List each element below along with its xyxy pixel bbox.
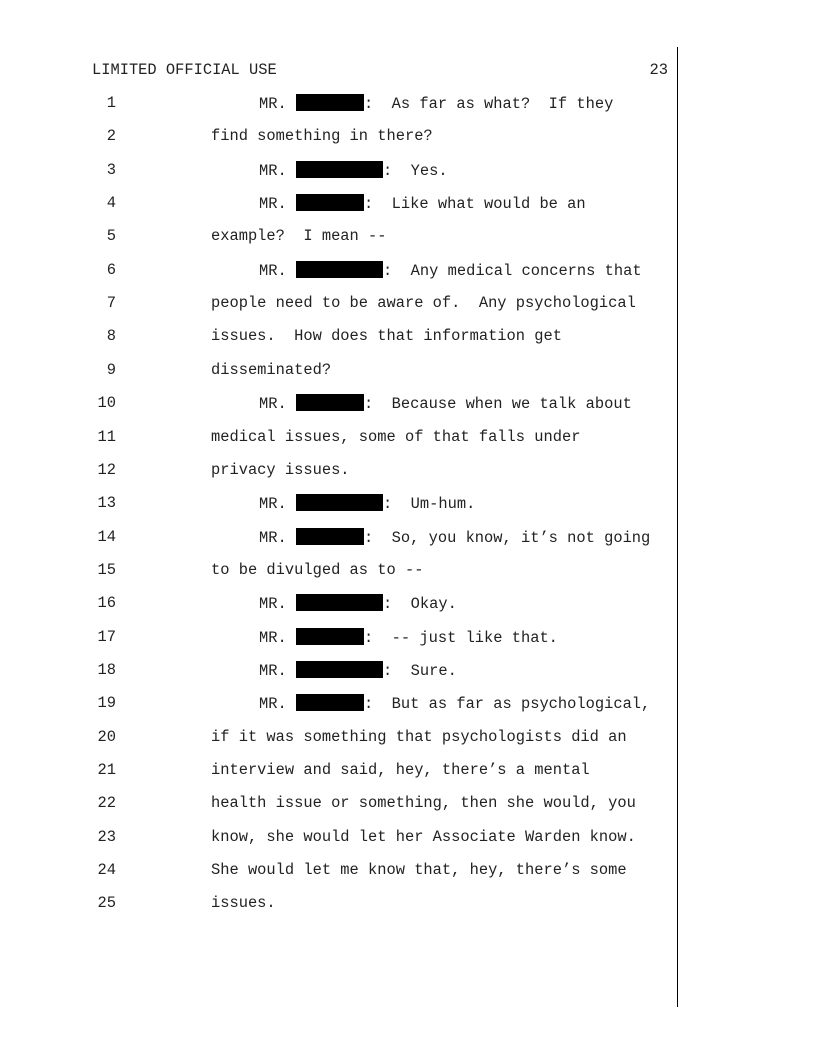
spoken-text: : So, you know, it’s not going xyxy=(363,528,651,547)
spoken-text: : As far as what? If they xyxy=(363,95,614,113)
line-number: 20 xyxy=(97,727,116,746)
redacted-name-block xyxy=(296,494,383,511)
transcript-line xyxy=(0,661,676,685)
spoken-text: : But as far as psychological, xyxy=(363,695,651,714)
transcript-line xyxy=(0,327,676,351)
transcript-line xyxy=(0,694,676,718)
line-text xyxy=(259,694,650,713)
line-text xyxy=(259,261,642,280)
line-number: 21 xyxy=(97,761,116,779)
line-number: 16 xyxy=(97,594,116,613)
line-text xyxy=(259,528,650,547)
line-text xyxy=(259,161,448,180)
line-text: medical issues, some of that falls under xyxy=(211,427,581,446)
redacted-name-block xyxy=(296,694,364,711)
transcript-line xyxy=(0,594,676,618)
line-text: issues. xyxy=(211,894,276,913)
transcript-line xyxy=(0,494,676,518)
line-text: know, she would let her Associate Warden know. xyxy=(211,827,636,846)
transcript-line xyxy=(0,828,676,852)
speaker-title: MR. xyxy=(259,528,287,547)
spoken-text: : Because when we talk about xyxy=(363,395,632,414)
line-number: 25 xyxy=(97,894,116,913)
speaker-title: MR. xyxy=(259,495,287,514)
line-number: 3 xyxy=(106,160,116,179)
line-number: 23 xyxy=(97,827,116,846)
transcript-line xyxy=(0,294,676,318)
line-number: 14 xyxy=(97,527,116,546)
transcript-line xyxy=(0,861,676,885)
line-number: 1 xyxy=(106,94,116,112)
speaker-title: MR. xyxy=(259,161,287,180)
line-number: 24 xyxy=(97,861,116,880)
speaker-title: MR. xyxy=(259,395,287,414)
spoken-text: : Like what would be an xyxy=(363,195,586,214)
line-number: 12 xyxy=(97,460,116,479)
line-text xyxy=(259,194,586,213)
transcript-line xyxy=(0,394,676,418)
redacted-name-block xyxy=(296,661,383,678)
line-text xyxy=(259,628,558,647)
line-text: interview and said, hey, there’s a mental xyxy=(211,761,590,779)
line-text xyxy=(259,94,613,113)
line-number: 4 xyxy=(106,194,116,213)
redacted-name-block xyxy=(296,94,364,111)
transcript-line xyxy=(0,728,676,752)
transcript-line xyxy=(0,561,676,585)
line-number: 8 xyxy=(106,327,116,346)
transcript-line xyxy=(0,94,676,118)
redacted-name-block xyxy=(296,194,364,211)
line-number: 18 xyxy=(97,660,116,679)
spoken-text: : Um-hum. xyxy=(382,495,476,514)
spoken-text: : Okay. xyxy=(382,595,457,614)
line-number: 5 xyxy=(106,227,116,246)
spoken-text: : Yes. xyxy=(382,161,448,180)
redacted-name-block xyxy=(296,394,364,411)
transcript-line xyxy=(0,794,676,818)
line-number: 10 xyxy=(97,394,116,413)
right-margin-rule xyxy=(677,47,678,1007)
line-number: 17 xyxy=(97,627,116,646)
line-number: 7 xyxy=(106,294,116,313)
transcript-line xyxy=(0,461,676,485)
transcript-line xyxy=(0,528,676,552)
transcript-line xyxy=(0,194,676,218)
line-number: 11 xyxy=(97,427,116,446)
line-text: health issue or something, then she would, you xyxy=(211,794,636,813)
speaker-title: MR. xyxy=(259,195,287,214)
transcript-line xyxy=(0,628,676,652)
speaker-title: MR. xyxy=(259,695,287,714)
redacted-name-block xyxy=(296,261,383,278)
line-number: 9 xyxy=(106,360,116,379)
line-text: privacy issues. xyxy=(211,460,350,479)
line-number: 13 xyxy=(97,494,116,513)
line-number: 2 xyxy=(106,127,116,146)
line-number: 22 xyxy=(97,794,116,813)
line-text: disseminated? xyxy=(211,360,332,379)
transcript-line xyxy=(0,227,676,251)
line-text xyxy=(259,594,457,613)
transcript-line xyxy=(0,894,676,918)
line-text: people need to be aware of. Any psychological xyxy=(211,294,636,313)
transcript-line xyxy=(0,361,676,385)
line-text: issues. How does that information get xyxy=(211,327,562,346)
spoken-text: : Sure. xyxy=(382,661,457,680)
speaker-title: MR. xyxy=(259,95,287,113)
redacted-name-block xyxy=(296,628,364,645)
line-number: 19 xyxy=(97,694,116,713)
line-number: 6 xyxy=(106,260,116,279)
transcript-line xyxy=(0,127,676,151)
line-text: She would let me know that, hey, there’s some xyxy=(211,861,627,880)
redacted-name-block xyxy=(296,594,383,611)
line-text: if it was something that psychologists did an xyxy=(211,727,627,746)
line-text: example? I mean -- xyxy=(211,227,387,246)
speaker-title: MR. xyxy=(259,261,287,280)
line-number: 15 xyxy=(97,560,116,579)
transcript-line xyxy=(0,761,676,785)
classification-header: LIMITED OFFICIAL USE xyxy=(92,61,277,79)
transcript-line xyxy=(0,161,676,185)
transcript-line xyxy=(0,428,676,452)
line-text xyxy=(259,661,457,680)
spoken-text: : Any medical concerns that xyxy=(382,261,642,280)
page-number: 23 xyxy=(649,61,668,79)
line-text xyxy=(259,394,632,413)
speaker-title: MR. xyxy=(259,628,287,647)
redacted-name-block xyxy=(296,528,364,545)
transcript-line xyxy=(0,261,676,285)
speaker-title: MR. xyxy=(259,595,287,614)
speaker-title: MR. xyxy=(259,661,287,680)
line-text xyxy=(259,494,475,513)
line-text: to be divulged as to -- xyxy=(211,560,424,579)
spoken-text: : -- just like that. xyxy=(363,628,558,647)
line-text: find something in there? xyxy=(211,127,433,146)
redacted-name-block xyxy=(296,161,383,178)
